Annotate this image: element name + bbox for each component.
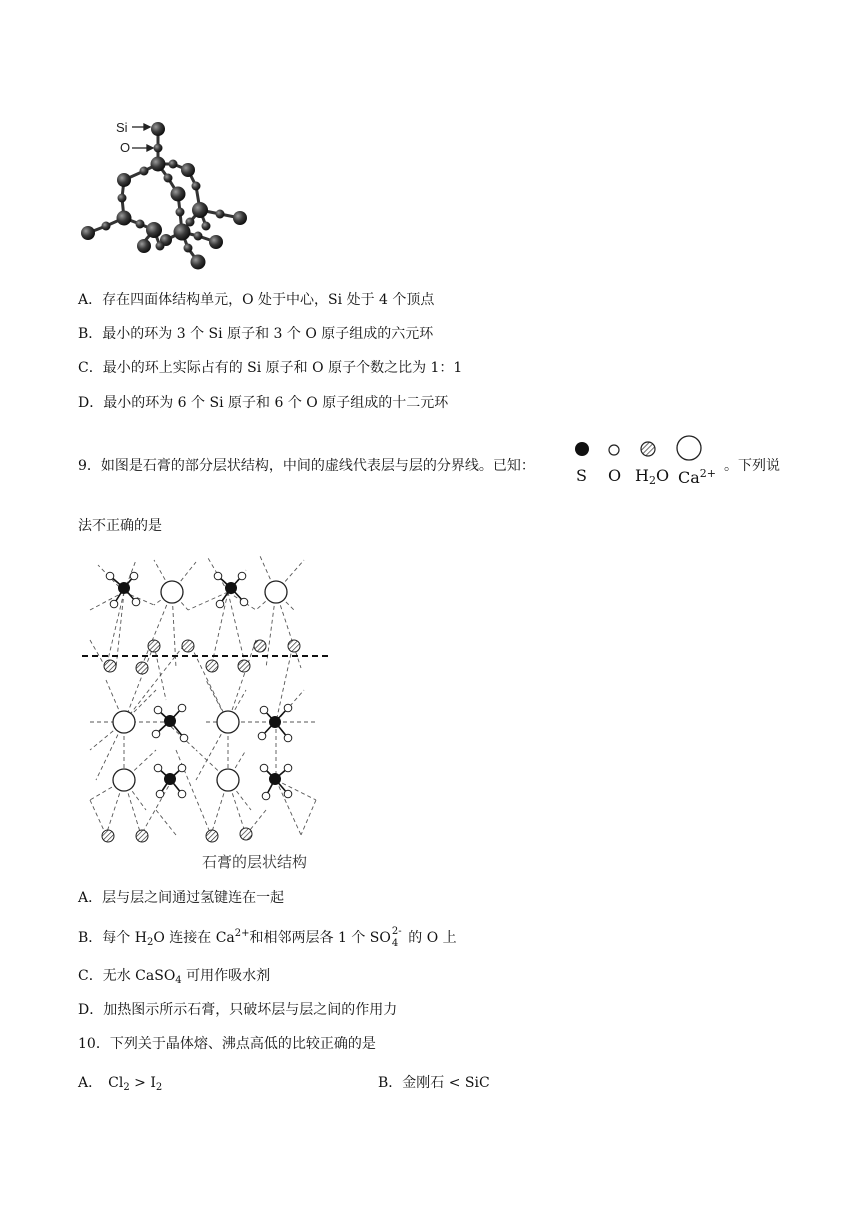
calcium-ions bbox=[113, 581, 287, 791]
q9-option-c: C．无水 CaSO$_4$ 可用作吸水剂 bbox=[78, 968, 271, 986]
sulfate-groups bbox=[110, 576, 288, 796]
q9-option-a: A．层与层之间通过氢键连在一起 bbox=[78, 890, 285, 906]
legend-o-label: O bbox=[608, 466, 622, 485]
legend-s-symbol bbox=[575, 442, 589, 456]
q9-option-d: D．加热图示所示石膏，只破坏层与层之间的作用力 bbox=[78, 1002, 398, 1018]
q8-option-b bbox=[78, 324, 433, 344]
q9-option-b: B．每个 $H_2O$ 连接在 $Ca^{2+}$和相邻两层各 1 个 SO 2- 4 的 O 上 bbox=[78, 926, 457, 949]
q9-legend bbox=[568, 434, 718, 490]
option-letter: B． bbox=[78, 326, 103, 342]
oxygen-atoms bbox=[106, 572, 292, 800]
legend-ca-symbol bbox=[677, 436, 701, 460]
gypsum-figure-caption: 石膏的层状结构 bbox=[202, 853, 308, 871]
q8-option-d bbox=[78, 393, 448, 413]
option-text: 最小的环为 3 个 Si 原子和 3 个 O 原子组成的六元环 bbox=[102, 326, 434, 342]
q9-stem-text: 9．如图是石膏的部分层状结构，中间的虚线代表层与层的分界线。已知： bbox=[78, 458, 535, 474]
option-text: 最小的环为 6 个 Si 原子和 6 个 O 原子组成的十二元环 bbox=[103, 395, 449, 411]
q10-stem: 10．下列关于晶体熔、沸点高低的比较正确的是 bbox=[78, 1036, 376, 1052]
option-text: 存在四面体结构单元，O 处于中心，Si 处于 4 个顶点 bbox=[102, 292, 435, 308]
silica-structure-figure bbox=[70, 112, 260, 277]
label-arrows bbox=[132, 124, 153, 151]
q9-stem bbox=[78, 456, 535, 476]
legend-h2o-label: $H_2O$ bbox=[635, 466, 670, 487]
legend-o-symbol bbox=[609, 445, 619, 455]
si-label: Si bbox=[116, 120, 128, 135]
q9-stem-end: 。下列说 bbox=[724, 458, 780, 474]
q10-option-a: A． $Cl_2 > I_2$ bbox=[78, 1075, 163, 1093]
option-text: 最小的环上实际占有的 Si 原子和 O 原子个数之比为 1：1 bbox=[102, 360, 463, 376]
option-letter: A． bbox=[78, 292, 103, 308]
legend-ca-label: $Ca^{2+}$ bbox=[678, 467, 716, 487]
q8-option-a bbox=[78, 290, 434, 310]
sulfate-charge: 2- 4 bbox=[391, 926, 402, 949]
option-letter: C． bbox=[78, 360, 103, 376]
sulfur-atoms bbox=[118, 582, 281, 785]
q9-stem-line2: 法不正确的是 bbox=[78, 518, 162, 534]
o-label: O bbox=[120, 140, 131, 155]
legend-s-label: S bbox=[576, 466, 587, 485]
q8-option-c bbox=[78, 358, 462, 378]
gypsum-structure-figure bbox=[76, 550, 336, 875]
option-letter: D． bbox=[78, 395, 104, 411]
q10-option-b: B．金刚石 < SiC bbox=[378, 1075, 490, 1091]
legend-symbols bbox=[568, 434, 708, 468]
legend-h2o-symbol bbox=[641, 442, 655, 456]
